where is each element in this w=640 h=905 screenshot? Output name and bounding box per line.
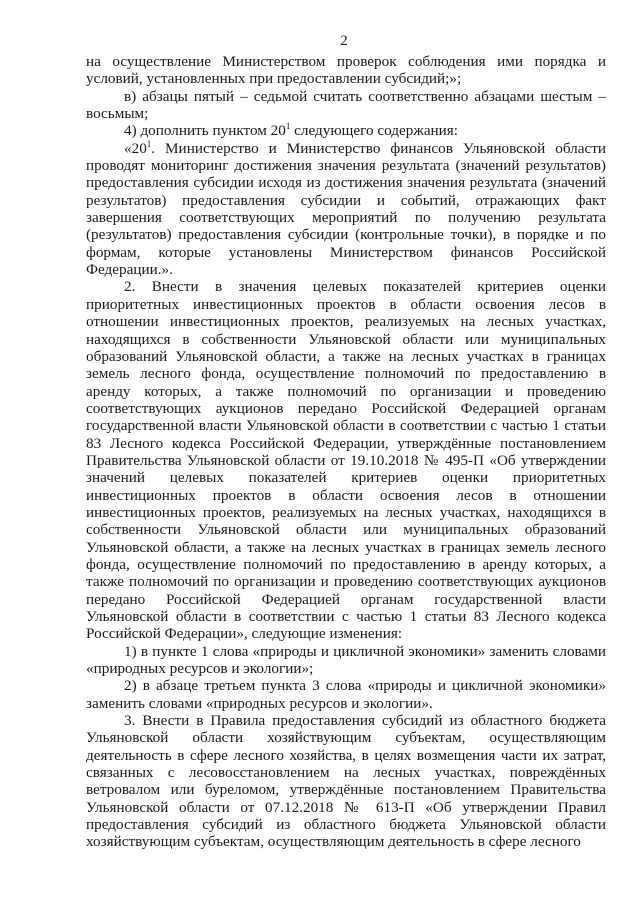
superscript: 1 [146, 138, 152, 149]
paragraph-section-2-item-2: 2) в абзаце третьем пункта 3 слова «природы и цикличной экономики» заменить словами «природных ресурсов и экологии». [86, 677, 606, 712]
paragraph-amendment-v: в) абзацы пятый – седьмой считать соответственно абзацами шестым – восьмым; [86, 87, 606, 123]
paragraph-section-2-item-1: 1) в пункте 1 слова «природы и цикличной экономики» заменить словами «природных ресурсов и экологии»; [86, 642, 606, 678]
document-body [86, 53, 606, 851]
paragraph-section-2: 2. Внести в значения целевых показателей критериев оценки приоритетных инвестиционных проектов в области освоения лесов в отношении инвестиционных проектов, реализуемых на лесных участках, находящихся в собственности Ульяновской области или муниципальных образований Ульяновской области, а также на лесных участках в границах земель лесного фонда, осуществление полномочий по предоставлению в аренду которых, а также полномочий по организации и проведению соответствующих аукционов передано Российской Федерацией органам государственной власти Ульяновской области в соответствии с частью 1 статьи 83 Лесного кодекса Российской Федерации, утверждённые постановлением Правительства Ульяновской области от 19.10.2018 № 495-П «Об утверждении значений целевых показателей критериев оценки приоритетных инвестиционных проектов в области освоения лесов в отношении инвестиционных проектов, реализуемых на лесных участках, находящихся в собственности Ульяновской области или муниципальных образований Ульяновской области, а также на лесных участках в границах земель лесного фонда, осуществление полномочий по предоставлению в аренду которых, а также полномочий по организации и проведению соответствующих аукционов передано Российской Федерацией органам государственной власти Ульяновской области в соответствии с частью 1 статьи 83 Лесного кодекса Российской Федерации», следующие изменения: [86, 278, 606, 643]
paragraph-continuation: на осуществление Министерством проверок соблюдения ими порядка и условий, установленных при предоставлении субсидий;»; [86, 53, 606, 88]
paragraph-item-20-1 [86, 140, 606, 279]
paragraph-section-3: 3. Внести в Правила предоставления субсидий из областного бюджета Ульяновской области хозяйствующим субъектам, осуществляющим деятельность в сфере лесного хозяйства, в целях возмещения части их затрат, связанных с лесовосстановлением на лесных участках, повреждённых ветровалом или буреломом, утверждённые постановлением Правительства Ульяновской области от 07.12.2018 № 613-П «Об утверждении Правил предоставления субсидий из областного бюджета Ульяновской области хозяйствующим субъектам, осуществляющим деятельность в сфере лесного [86, 712, 606, 851]
superscript: 1 [285, 121, 291, 132]
paragraph-suffix: . Министерство и Министерство финансов Ульяновской области проводят мониторинг достижения значения результата (значений результатов) предоставления субсидии исходя из достижения значения результата (значений результатов) предоставления субсидии и событий, отражающих факт завершения соответствующих мероприятий по получению результата (результатов) предоставления субсидии (контрольные точки), в порядке и по формам, которые установлены Министерством финансов Российской Федерации.». [86, 139, 606, 279]
paragraph-prefix: «20 [124, 139, 147, 157]
paragraph-suffix: следующего содержания: [290, 122, 459, 140]
page-number: 2 [340, 33, 348, 49]
paragraph-prefix: 4) дополнить пунктом 20 [124, 122, 286, 140]
paragraph-amendment-4 [86, 122, 606, 139]
